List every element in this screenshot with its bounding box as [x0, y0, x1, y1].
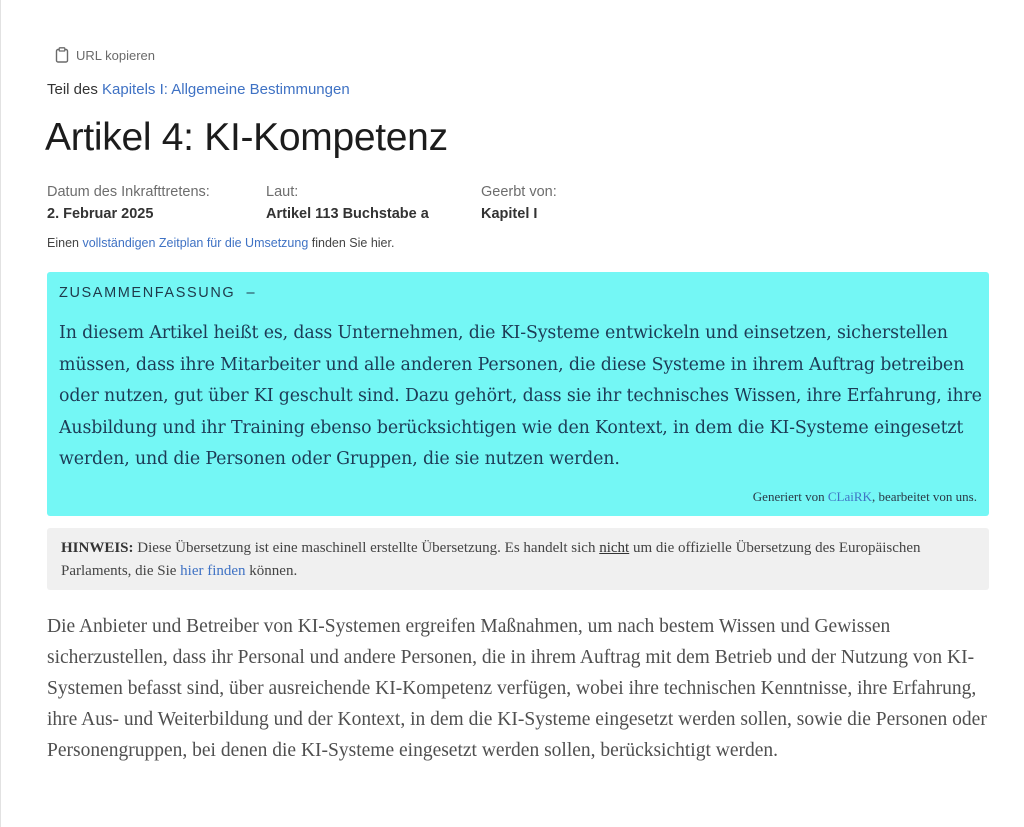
clairk-link[interactable]: CLaiRK [827, 489, 872, 504]
schedule-link[interactable]: vollständigen Zeitplan für die Umsetzung [82, 236, 309, 250]
summary-credit [753, 489, 977, 505]
notice-text-3: können. [245, 563, 298, 579]
notice-text-1: Diese Übersetzung ist eine maschinell erstellte Übersetzung. Es handelt sich [133, 540, 600, 556]
article-meta [47, 184, 747, 234]
effective-date-label: Datum des Inkrafttretens: [47, 184, 210, 200]
breadcrumb [47, 81, 350, 98]
article-body: Die Anbieter und Betreiber von KI-Systemen ergreifen Maßnahmen, um nach bestem Wissen und Gewissen sicherzustellen, dass ihr Personal und andere Personen, die in ihrem Auftrag mit dem Betrieb und der Nutzung von KI-Systemen befasst sind, über ausreichende KI-Kompetenz verfügen, wobei ihre technischen Kenntnisse, ihre Erfahrung, ihre Aus- und Weiterbildung und der Kontext, in dem die KI-Systeme eingesetzt werden sollen, sowie die Personen oder Personengruppen, bei denen die KI-Systeme eingesetzt werden sollen, berücksichtigt werden. [47, 616, 987, 761]
meta-inherited-from [481, 184, 557, 222]
summary-box [47, 272, 989, 516]
summary-toggle[interactable] [59, 285, 256, 301]
inherited-label: Geerbt von: [481, 184, 557, 200]
credit-suffix: , bearbeitet von uns. [871, 489, 977, 504]
summary-text: In diesem Artikel heißt es, dass Unternehmen, die KI-Systeme entwickeln und einsetzen, sicherstellen müssen, dass ihre Mitarbeiter und alle anderen Personen, die diese Systeme in ihrem Auftrag betreiben oder nutzen, gut über KI geschult sind. Dazu gehört, dass sie ihr technisches Wissen, ihre Erfahrung, ihre Ausbildung und ihr Training ebenso berücksichtigen wie den Kontext, in dem die KI-Systeme eingesetzt werden, und die Personen oder Gruppen, die sie nutzen werden. [59, 323, 982, 469]
according-value: Artikel 113 Buchstabe a [266, 206, 429, 222]
left-divider [0, 0, 1, 827]
schedule-note [47, 236, 394, 250]
chapter-link[interactable]: Kapitels I: Allgemeine Bestimmungen [102, 81, 350, 98]
page-title: Artikel 4: KI-Kompetenz [45, 116, 448, 159]
notice-text-2: um die offizielle Übersetzung des Europäischen Parlaments, die Sie [61, 540, 921, 579]
according-label: Laut: [266, 184, 299, 200]
meta-according-to [266, 184, 429, 222]
notice-label: HINWEIS: [61, 540, 134, 556]
breadcrumb-prefix: Teil des [47, 81, 103, 98]
inherited-value: Kapitel I [481, 206, 538, 222]
effective-date-value: 2. Februar 2025 [47, 206, 154, 222]
clipboard-icon [55, 47, 69, 63]
schedule-prefix: Einen [47, 236, 83, 250]
collapse-toggle-icon: – [246, 285, 257, 301]
summary-heading: ZUSAMMENFASSUNG [59, 285, 236, 301]
official-translation-link[interactable]: hier finden [180, 563, 246, 579]
schedule-suffix: finden Sie hier. [308, 236, 395, 250]
copy-url-label: URL kopieren [76, 47, 156, 63]
credit-prefix: Generiert von [752, 489, 828, 504]
copy-url-button[interactable] [55, 47, 155, 63]
notice-emphasis: nicht [599, 540, 630, 556]
translation-notice [47, 528, 989, 590]
meta-effective-date [47, 184, 210, 222]
